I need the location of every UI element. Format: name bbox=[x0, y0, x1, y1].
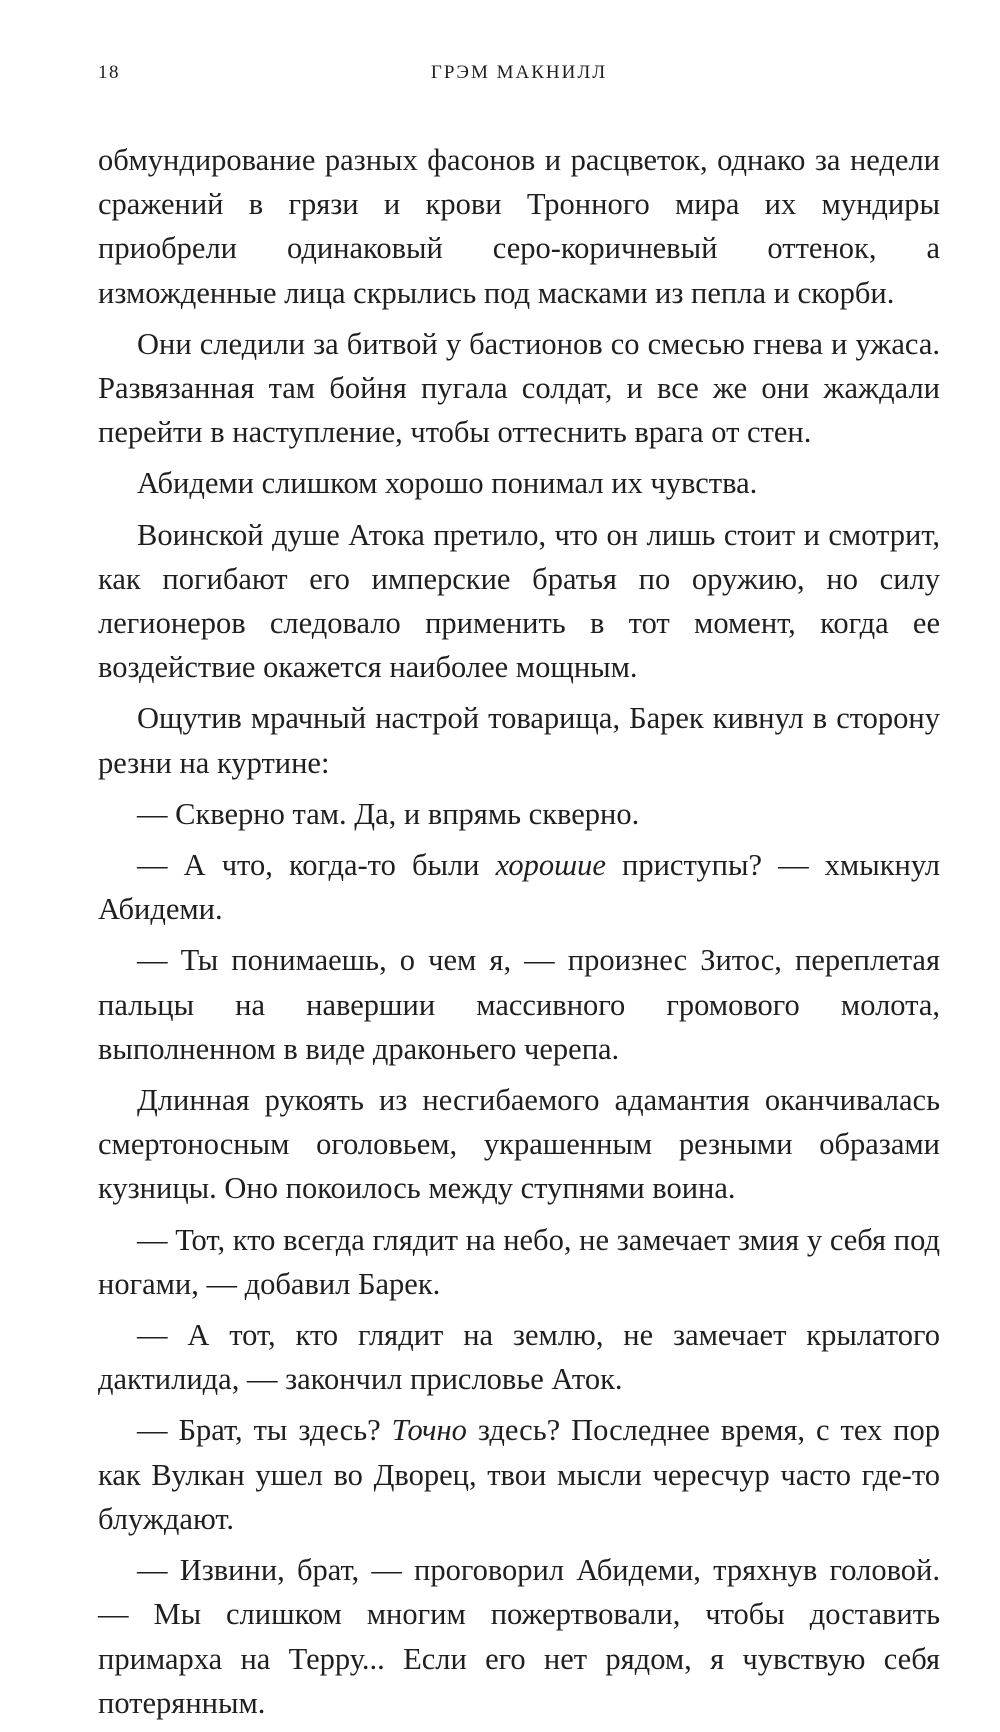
text-run: здесь? Последнее время, с тех пор как Вулкан ушел во Дворец, твои мысли чересчур часто где-то блуждают. bbox=[98, 1413, 940, 1536]
paragraph bbox=[98, 938, 940, 1071]
paragraph bbox=[98, 843, 940, 931]
page-number: 18 bbox=[98, 62, 120, 83]
text-run: — Брат, ты здесь? bbox=[137, 1413, 392, 1448]
text-run: Воинской душе Атока претило, что он лишь стоит и смотрит, как погибают его имперские братья по оружию, но силу легионеров следовало применить в тот момент, когда ее воздействие окажется наиболее мощным. bbox=[98, 517, 940, 685]
text-run: Длинная рукоять из несгибаемого адамантия оканчивалась смертоносным оголовьем, украшенным резными образами кузницы. Оно покоилось между ступнями воина. bbox=[98, 1083, 940, 1206]
text-run: обмундирование разных фасонов и расцветок, однако за недели сражений в грязи и крови Тронного мира их мундиры приобрели одинаковый серо-коричневый оттенок, а изможденные лица скрылись под масками из пепла и скорби. bbox=[98, 143, 940, 310]
paragraph bbox=[98, 696, 940, 784]
text-run: — А что, когда-то были bbox=[137, 848, 496, 883]
text-run: — Скверно там. Да, и впрямь скверно. bbox=[137, 796, 640, 831]
text-run: приступы? — хмыкнул Абидеми. bbox=[98, 848, 940, 927]
paragraph bbox=[98, 1313, 940, 1401]
text-run: Ощутив мрачный настрой товарища, Барек кивнул в сторону резни на куртине: bbox=[98, 701, 940, 780]
paragraph bbox=[98, 1078, 940, 1211]
text-run: — Ты понимаешь, о чем я, — произнес Зитос, переплетая пальцы на навершии массивного громового молота, выполненном в виде драконьего черепа. bbox=[98, 943, 940, 1066]
running-head bbox=[98, 62, 940, 92]
paragraph bbox=[98, 513, 940, 690]
paragraph bbox=[98, 792, 940, 836]
italic-text: хорошие bbox=[495, 848, 606, 883]
paragraph bbox=[98, 1548, 940, 1725]
book-author-header: ГРЭМ МАКНИЛЛ bbox=[430, 62, 608, 83]
text-run: Они следили за битвой у бастионов со смесью гнева и ужаса. Развязанная там бойня пугала солдат, и все же они жаждали перейти в наступление, чтобы оттеснить врага от стен. bbox=[98, 326, 940, 450]
paragraph bbox=[98, 461, 940, 505]
paragraph bbox=[98, 1408, 940, 1541]
text-run: Абидеми слишком хорошо понимал их чувства. bbox=[137, 466, 758, 501]
text-run: — А тот, кто глядит на землю, не замечает крылатого дактилида, — закончил присловье Аток. bbox=[98, 1318, 940, 1397]
paragraph bbox=[98, 138, 940, 315]
body-text bbox=[98, 138, 940, 1732]
text-run: — Извини, брат, — проговорил Абидеми, тряхнув головой. — Мы слишком многим пожертвовали, чтобы доставить примарха на Терру... Если его нет рядом, я чувствую себя потерянным. bbox=[98, 1553, 940, 1720]
paragraph bbox=[98, 1218, 940, 1306]
paragraph bbox=[98, 322, 940, 455]
text-run: — Тот, кто всегда глядит на небо, не замечает змия у себя под ногами, — добавил Барек. bbox=[98, 1222, 940, 1301]
italic-text: Точно bbox=[391, 1413, 467, 1448]
